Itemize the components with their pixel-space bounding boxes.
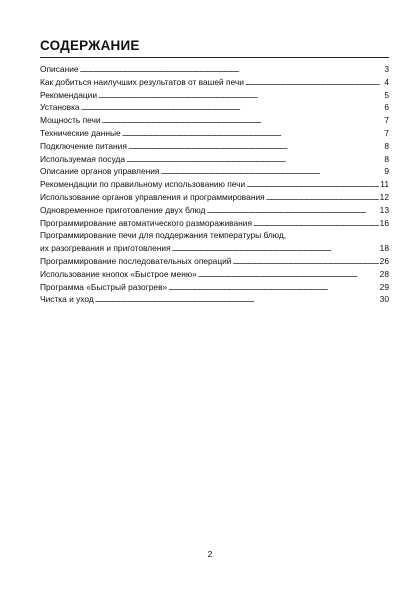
toc-entry-page: 5 — [384, 89, 389, 100]
toc-entry-page: 16 — [379, 217, 389, 228]
toc-entry-controls-programming[interactable] — [40, 191, 389, 204]
toc-list — [40, 63, 389, 306]
toc-entry-page: 11 — [380, 179, 389, 190]
toc-entry-text: Рекомендации — [40, 89, 98, 100]
toc-entry-page: 8 — [384, 140, 389, 151]
toc-entry-cookware[interactable] — [40, 153, 389, 166]
toc-entry-text: Описание органов управления — [40, 166, 160, 177]
toc-entry-page: 7 — [384, 127, 389, 138]
toc-leader-dots — [98, 89, 380, 102]
toc-entry-text: Программирование автоматического размораживания — [40, 217, 252, 228]
toc-entry-text: Рекомендации по правильному использованию печи — [40, 179, 246, 190]
toc-leader-dots — [81, 101, 380, 114]
toc-entry-page: 18 — [379, 243, 389, 254]
toc-entry-continuation — [40, 242, 389, 255]
page-number: 2 — [207, 549, 213, 559]
toc-entry-page: 7 — [384, 115, 389, 126]
toc-leader-dots — [232, 255, 378, 268]
toc-entry-description[interactable] — [40, 63, 389, 76]
toc-entry-text: Подключение питания — [40, 140, 127, 151]
toc-entry-page: 6 — [384, 102, 389, 113]
toc-entry-two-dishes[interactable] — [40, 204, 389, 217]
toc-entry-page: 8 — [384, 153, 389, 164]
toc-entry-text: Используемая посуда — [40, 153, 126, 164]
toc-leader-dots — [122, 127, 380, 140]
toc-entry-auto-defrost[interactable] — [40, 217, 389, 230]
toc-entry-installation[interactable] — [40, 101, 389, 114]
toc-leader-dots — [198, 268, 379, 281]
toc-entry-cleaning-care[interactable] — [40, 293, 389, 306]
toc-entry-text: Программа «Быстрый разогрев» — [40, 281, 168, 292]
toc-entry-page: 30 — [379, 294, 389, 305]
toc-entry-proper-use[interactable] — [40, 178, 389, 191]
toc-leader-dots — [95, 293, 379, 306]
toc-leader-dots — [168, 281, 378, 294]
toc-entry-page: 26 — [379, 255, 389, 266]
toc-entry-quick-reheat[interactable] — [40, 281, 389, 294]
toc-entry-page: 29 — [379, 281, 389, 292]
toc-leader-dots — [172, 242, 379, 255]
toc-leader-dots — [102, 114, 380, 127]
toc-leader-dots — [245, 76, 380, 89]
toc-entry-controls-description[interactable] — [40, 165, 389, 178]
toc-entry-page: 9 — [384, 166, 389, 177]
toc-entry-best-results[interactable] — [40, 76, 389, 89]
toc-entry-text: Программирование последовательных операций — [40, 255, 232, 266]
toc-entry-text: Одновременное приготовление двух блюд — [40, 204, 206, 215]
toc-heading: СОДЕРЖАНИЕ — [40, 38, 140, 53]
toc-leader-dots — [126, 153, 380, 166]
toc-entry-text: Установка — [40, 102, 80, 113]
toc-entry-page: 3 — [384, 64, 389, 74]
toc-entry-recommendations[interactable] — [40, 89, 389, 102]
toc-entry-text: Использование кнопок «Быстрое меню» — [40, 268, 197, 279]
toc-entry-text: Описание — [40, 64, 79, 74]
toc-entry-text: Чистка и уход — [40, 294, 94, 305]
toc-entry-quick-menu-buttons[interactable] — [40, 268, 389, 281]
toc-entry-text: Программирование печи для поддержания температуры блюд, — [40, 230, 287, 241]
toc-entry-oven-power[interactable] — [40, 114, 389, 127]
toc-entry-text: Как добиться наилучших результатов от вашей печи — [40, 76, 244, 87]
toc-entry-text: Мощность печи — [40, 115, 101, 126]
toc-leader-dots — [246, 178, 379, 191]
toc-entry-sequential-operations[interactable] — [40, 255, 389, 268]
toc-leader-dots — [160, 165, 380, 178]
toc-entry-page: 12 — [379, 191, 389, 202]
toc-entry-keep-warm-programming[interactable] — [40, 229, 389, 255]
toc-entry-text: Технические данные — [40, 127, 121, 138]
toc-entry-page: 13 — [379, 204, 389, 215]
toc-entry-text-continued: их разогревания и приготовления — [40, 243, 171, 254]
toc-leader-dots — [128, 140, 380, 153]
toc-leader-dots — [80, 63, 380, 76]
toc-leader-dots — [206, 204, 378, 217]
toc-entry-power-connection[interactable] — [40, 140, 389, 153]
heading-underline — [40, 57, 389, 58]
toc-entry-technical-data[interactable] — [40, 127, 389, 140]
toc-entry-page: 4 — [384, 76, 389, 87]
toc-entry-page: 28 — [379, 268, 389, 279]
toc-entry-text: Использование органов управления и программирования — [40, 191, 265, 202]
toc-leader-dots — [253, 217, 379, 230]
toc-leader-dots — [266, 191, 379, 204]
